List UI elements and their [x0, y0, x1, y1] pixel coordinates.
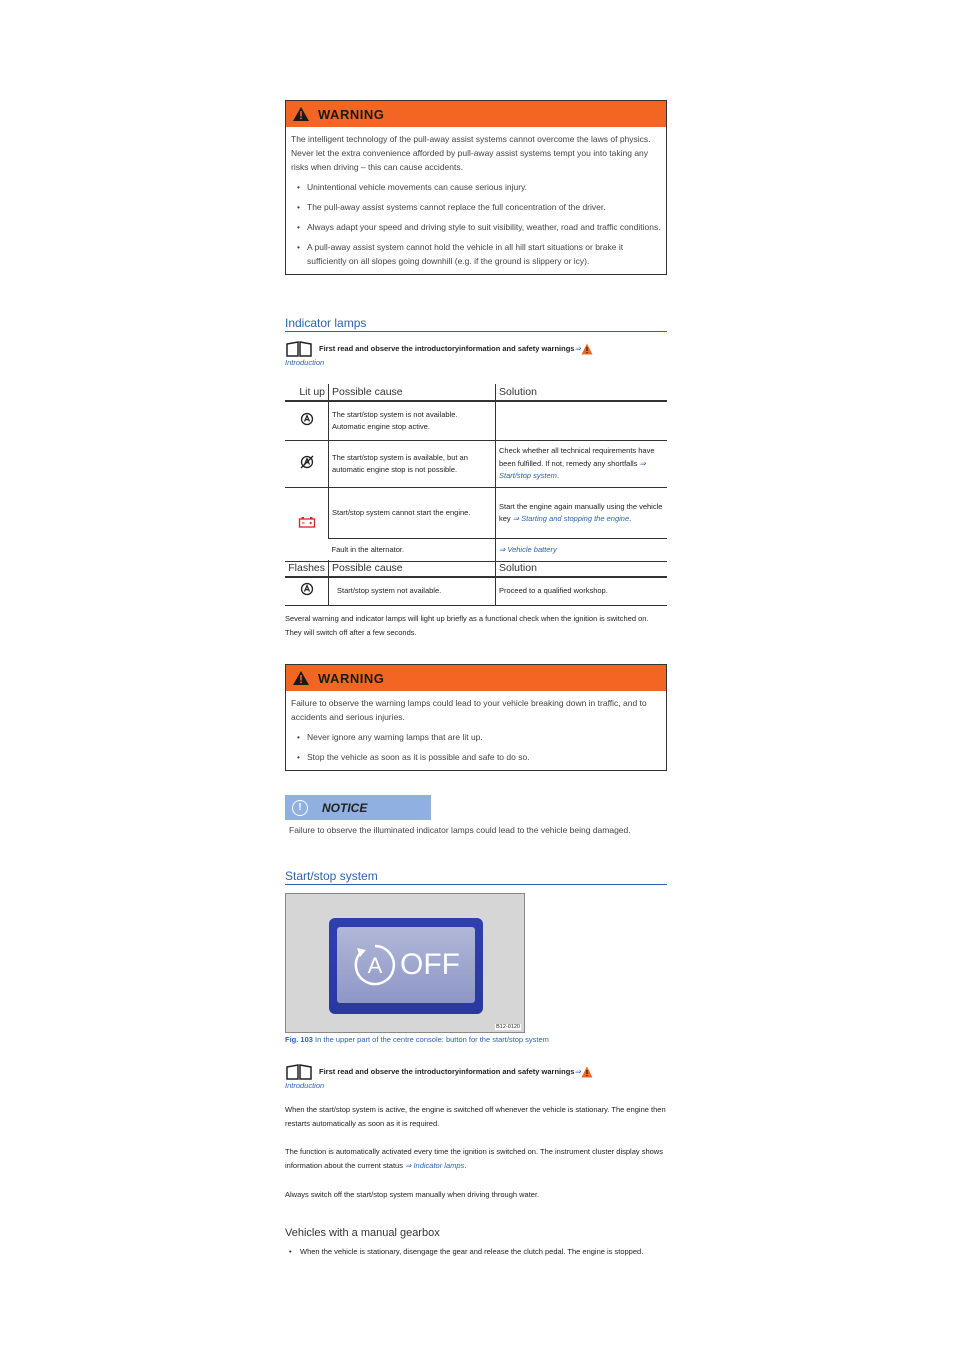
table-row — [285, 441, 667, 488]
notice-text: Failure to observe the illuminated indicator lamps could lead to the vehicle being damaged. — [289, 825, 631, 835]
list-item: • Always adapt your speed and driving style to suit visibility, weather, road and traffic conditions. — [291, 220, 661, 234]
table-row — [285, 488, 667, 539]
book-icon — [285, 1064, 313, 1080]
paragraph-text: The function is automatically activated every time the ignition is switched on. The instrument cluster display shows information about the current status — [285, 1147, 663, 1170]
table-cell: Fault in the alternator. — [329, 539, 496, 562]
column-header: Solution — [496, 384, 668, 401]
table-cell: Start the engine again manually using the vehicle key ⇒ Starting and stopping the engine. — [496, 488, 668, 539]
table-row — [285, 577, 667, 605]
vehicle-battery-link[interactable]: ⇒ Vehicle battery — [496, 539, 668, 562]
table-cell: Check whether all technical requirements have been fulfilled. If not, remedy any shortfalls ⇒ Start/stop system. — [496, 441, 668, 488]
battery-icon — [298, 516, 316, 528]
warning-title: WARNING — [318, 670, 385, 686]
table-cell: The start/stop system is available, but an automatic engine stop is not possible. — [329, 441, 496, 488]
button-off-label: OFF — [400, 948, 460, 981]
figure-start-stop-button — [285, 893, 525, 1033]
warning-triangle-icon — [292, 106, 310, 122]
list-item: • The pull-away assist systems cannot replace the full concentration of the driver. — [291, 200, 661, 214]
indicator-table-flashes — [285, 560, 667, 606]
solution-text: Start the engine again manually using the vehicle key — [499, 501, 663, 523]
book-icon — [285, 341, 313, 357]
table-cell — [496, 401, 668, 441]
list-item: • Unintentional vehicle movements can cause serious injury. — [291, 180, 661, 194]
arrow-text: ⇒ — [574, 1067, 581, 1076]
introduction-link[interactable]: Introduction — [285, 358, 325, 368]
warning-triangle-icon — [581, 343, 593, 355]
section-heading-indicator-lamps: Indicator lamps — [285, 316, 667, 332]
list-item: • Never ignore any warning lamps that are lit up. — [291, 730, 661, 744]
start-stop-button-illustration — [329, 918, 483, 1014]
list-item: • A pull-away assist system cannot hold the vehicle in all hill start situations or brake it sufficiently on all slopes going downhill (e.g. if the ground is slippery or icy). — [291, 240, 661, 268]
start-stop-icon — [300, 412, 314, 426]
read-first-text: First read and observe the introductoryinformation and safety warnings — [319, 344, 575, 353]
column-header: Possible cause — [329, 384, 496, 401]
warning-box — [285, 664, 667, 771]
read-first-note — [285, 340, 667, 369]
column-header: Flashes — [285, 560, 329, 577]
warning-intro: The intelligent technology of the pull-away assist systems cannot overcome the laws of physics. Never let the extra convenience afforded by pull-away assist systems tempt you into taking any risks when driving – this can cause accidents. — [291, 134, 651, 172]
warning-triangle-icon — [292, 670, 310, 686]
functional-check-note: Several warning and indicator lamps will light up briefly as a functional check when the ignition is switched on. They will switch off after a few seconds. — [285, 614, 649, 637]
column-header: Lit up — [285, 384, 329, 401]
warning-intro: Failure to observe the warning lamps could lead to your vehicle breaking down in traffic, and to accidents and serious injuries. — [291, 698, 647, 722]
start-stop-icon — [300, 582, 314, 596]
button-letter: A — [367, 953, 383, 978]
arrow-text: ⇒ — [574, 344, 581, 353]
caption-label: Fig. 103 — [285, 1035, 313, 1044]
warning-title: WARNING — [318, 106, 385, 122]
warning-header — [286, 101, 666, 127]
read-first-text: First read and observe the introductoryinformation and safety warnings — [319, 1067, 575, 1076]
list-item — [289, 1245, 663, 1258]
section-heading-start-stop: Start/stop system — [285, 869, 667, 885]
paragraph: Always switch off the start/stop system manually when driving through water. — [285, 1190, 540, 1199]
start-stop-link[interactable]: ⇒ Start/stop system — [499, 458, 646, 481]
list-item: • Stop the vehicle as soon as it is possible and safe to do so. — [291, 750, 661, 764]
list-item-text: When the vehicle is stationary, disengage the gear and release the clutch pedal. The engine is stopped. — [300, 1247, 644, 1256]
table-cell: Start/stop system not available. — [329, 577, 496, 605]
indicator-lamps-link[interactable]: ⇒ Indicator lamps — [405, 1160, 465, 1170]
introduction-link[interactable]: Introduction — [285, 1081, 325, 1091]
warning-triangle-icon — [581, 1066, 593, 1078]
table-cell: Proceed to a qualified workshop. — [496, 577, 668, 605]
table-row — [285, 539, 667, 562]
notice-header — [285, 795, 431, 820]
start-stop-icon — [352, 942, 398, 988]
read-first-note — [285, 1063, 667, 1092]
exclamation-icon: ! — [292, 800, 308, 816]
table-cell: Start/stop system cannot start the engine. — [329, 488, 496, 539]
warning-header — [286, 665, 666, 691]
paragraph: The function is automatically activated every time the ignition is switched on. The instrument cluster display shows information about the current status ⇒ Indicator lamps. — [285, 1147, 663, 1170]
column-header: Possible cause — [329, 560, 496, 577]
column-header: Solution — [496, 560, 668, 577]
indicator-table-lit — [285, 384, 667, 562]
bullet: • — [289, 1247, 292, 1256]
subheading-manual-gearbox: Vehicles with a manual gearbox — [285, 1227, 440, 1239]
warning-box — [285, 100, 667, 275]
starting-engine-link[interactable]: ⇒ Starting and stopping the engine — [512, 514, 630, 523]
table-row — [285, 401, 667, 441]
paragraph: When the start/stop system is active, the engine is switched off whenever the vehicle is stationary. The engine then restarts automatically as soon as it is required. — [285, 1105, 666, 1128]
caption-text: In the upper part of the centre console: button for the start/stop system — [315, 1035, 549, 1044]
figure-caption — [285, 1035, 549, 1044]
table-cell: The start/stop system is not available. Automatic engine stop active. — [329, 401, 496, 441]
figure-code: B12-0120 — [496, 1024, 520, 1030]
solution-text: Check whether all technical requirements have been fulfilled. If not, remedy any shortfalls — [499, 446, 655, 468]
notice-title: NOTICE — [322, 800, 368, 815]
start-stop-unavailable-icon — [300, 455, 314, 469]
